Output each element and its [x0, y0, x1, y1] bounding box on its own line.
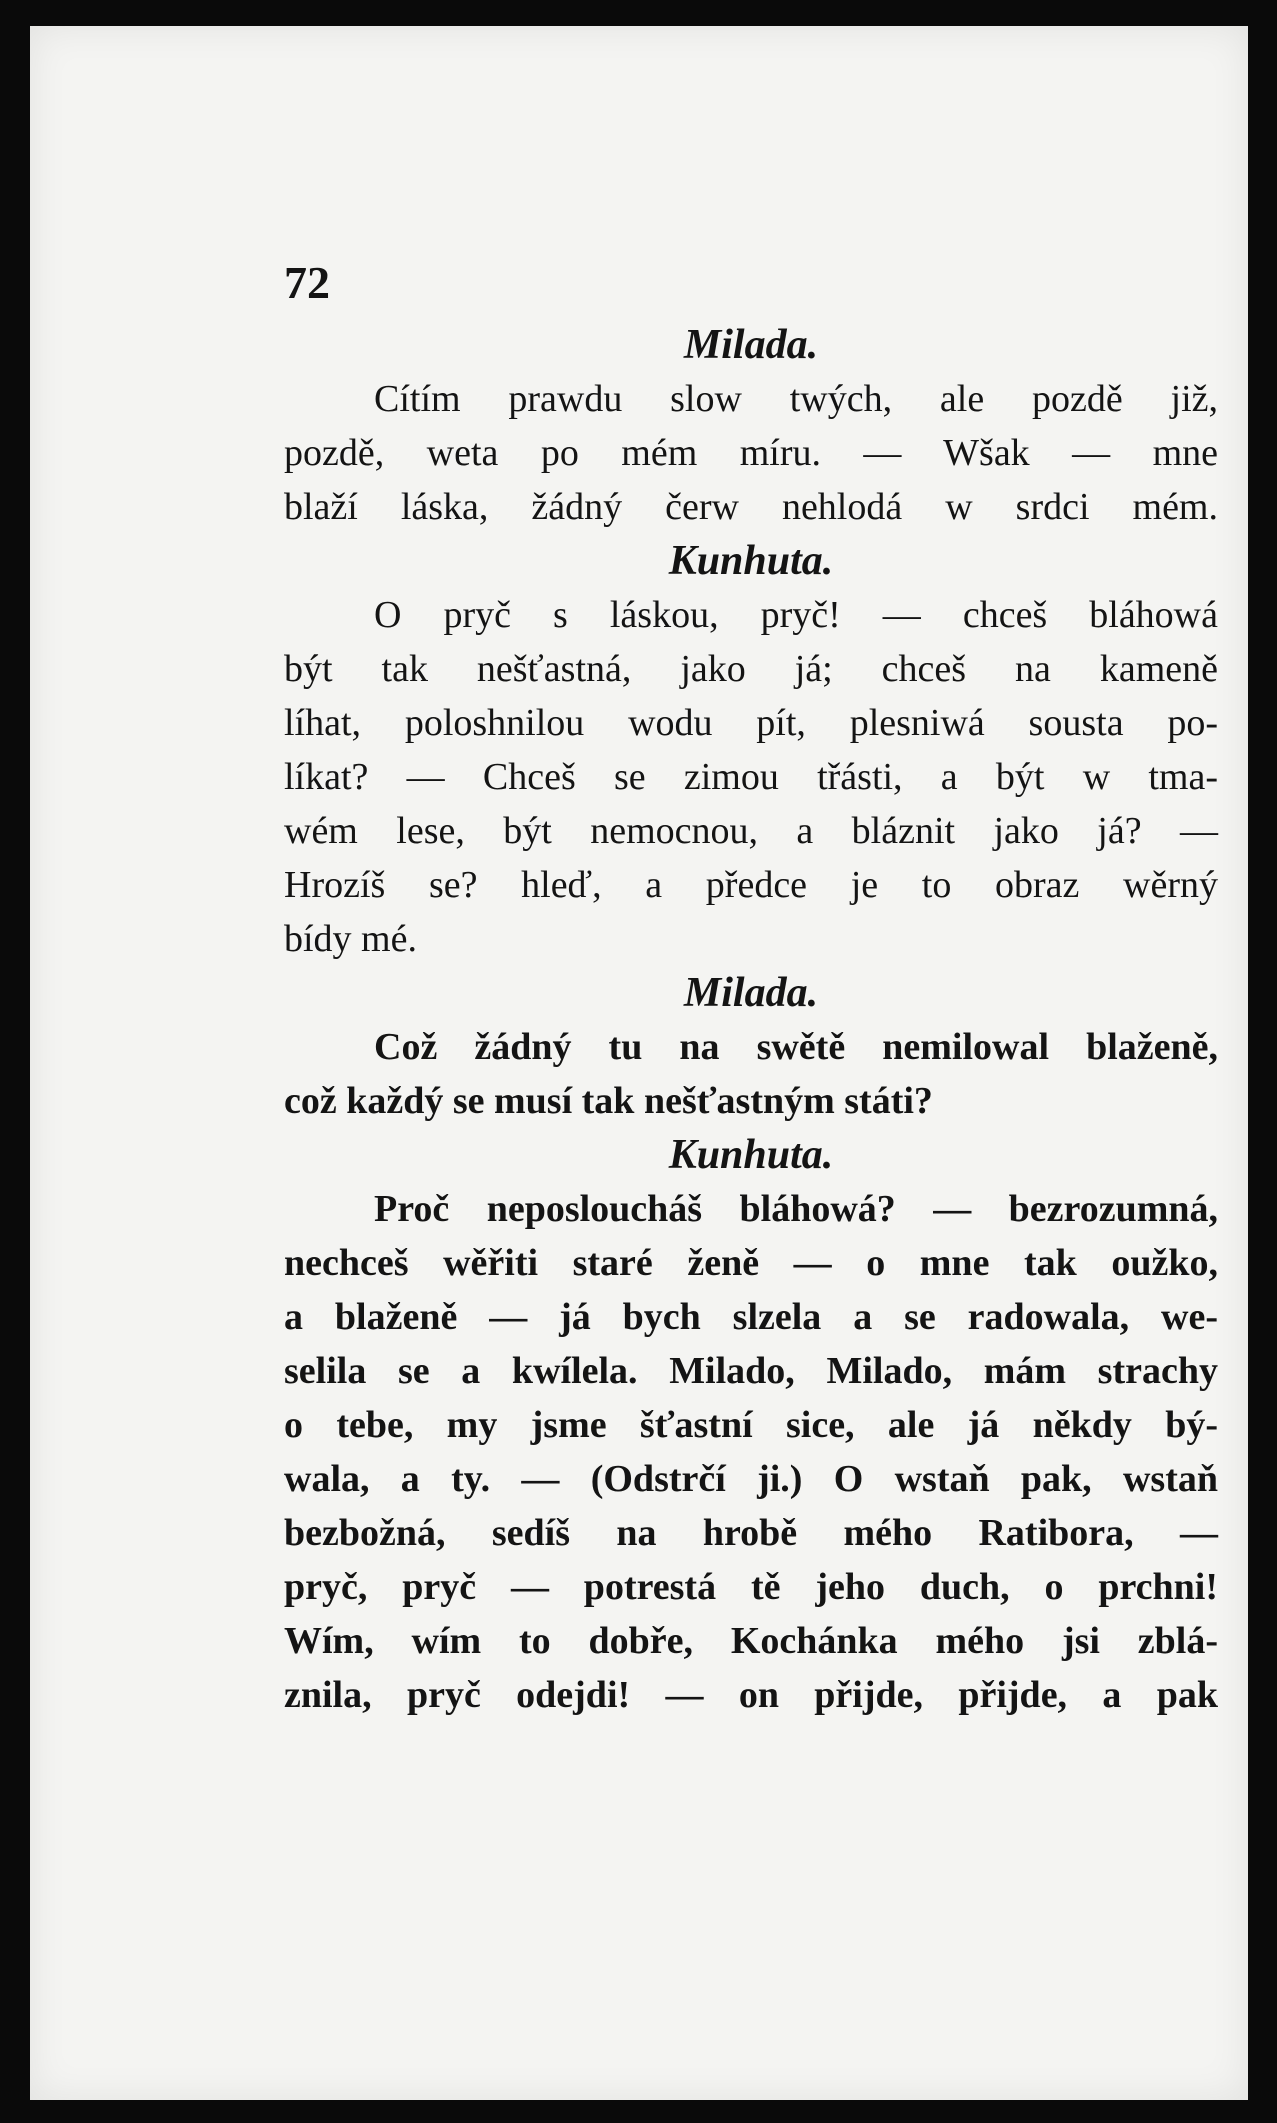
text-line: líkat? — Chceš se zimou třásti, a být w tma- — [284, 756, 1218, 798]
page-content — [284, 254, 1218, 1722]
speaker-name: Milada. — [683, 970, 819, 1016]
speaker-name: Kunhuta. — [668, 1132, 834, 1178]
text-line: líhat, poloshnilou wodu pít, plesniwá sousta po- — [284, 702, 1218, 744]
speech-block — [284, 1182, 1218, 1722]
speech-block — [284, 588, 1218, 966]
text-line: bídy mé. — [284, 918, 417, 960]
text-line: Proč neposloucháš bláhowá? — bezrozumná, — [374, 1188, 1218, 1230]
text-line: Hrozíš se? hleď, a předce je to obraz wěrný — [284, 864, 1218, 906]
text-line: bezbožná, sedíš na hrobě mého Ratibora, — — [284, 1512, 1218, 1554]
text-line: wala, a ty. — (Odstrčí ji.) O wstaň pak, wstaň — [284, 1458, 1218, 1500]
text-line: O pryč s láskou, pryč! — chceš bláhowá — [374, 594, 1218, 636]
speech-block — [284, 372, 1218, 534]
text-line: pryč, pryč — potrestá tě jeho duch, o prchni! — [284, 1566, 1218, 1608]
text-line: nechceš wěřiti staré ženě — o mne tak oužko, — [284, 1242, 1218, 1284]
text-line: což každý se musí tak nešťastným státi? — [284, 1080, 933, 1122]
text-line: být tak nešťastná, jako já; chceš na kameně — [284, 648, 1218, 690]
page-number: 72 — [284, 257, 330, 308]
text-line: Cítím prawdu slow twých, ale pozdě již, — [374, 378, 1218, 420]
text-line: selila se a kwílela. Milado, Milado, mám strachy — [284, 1350, 1218, 1392]
speech-block — [284, 1020, 1218, 1128]
text-line: Wím, wím to dobře, Kochánka mého jsi zblá- — [284, 1620, 1218, 1662]
speaker-name: Kunhuta. — [668, 538, 834, 584]
text-line: Což žádný tu na swětě nemilowal blaženě, — [374, 1026, 1218, 1068]
text-line: blaží láska, žádný čerw nehlodá w srdci mém. — [284, 486, 1218, 528]
text-line: o tebe, my jsme šťastní sice, ale já někdy bý- — [284, 1404, 1218, 1446]
text-line: wém lese, být nemocnou, a bláznit jako já? — — [284, 810, 1218, 852]
text-line: pozdě, weta po mém míru. — Wšak — mne — [284, 432, 1218, 474]
text-line: znila, pryč odejdi! — on přijde, přijde, a pak — [284, 1674, 1218, 1716]
speaker-name: Milada. — [683, 322, 819, 368]
book-page — [30, 26, 1248, 2100]
text-line: a blaženě — já bych slzela a se radowala, we- — [284, 1296, 1218, 1338]
